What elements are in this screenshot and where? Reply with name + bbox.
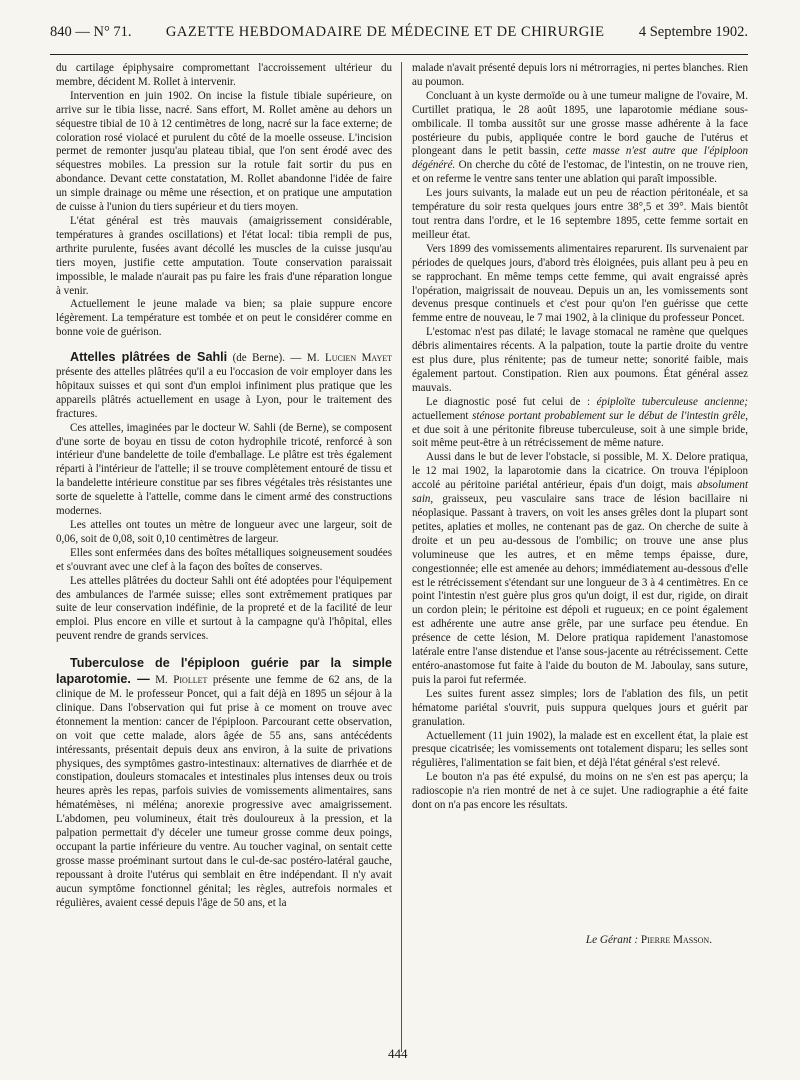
section-city: (de Berne). — — [232, 352, 302, 365]
paragraph-text: présente des attelles plâtrées qu'il a eu l'occasion de voir employer dans les hôpitaux suisses et qui sont d'un emploi infiniment plus pratique que les appareils plâtrés actuellement en usage à Lyon, pour le traitement des fractures. — [56, 366, 392, 420]
paragraph: Ces attelles, imaginées par le docteur W. Sahli (de Berne), se composent d'une sorte de boyau en tissu de coton hydrophile tricoté, renforcé à son intérieur d'une bandelette de toile d'emballage. Le plâtre est très également réparti à l'intérieur de l'attelle; il se trouve complètement entouré de tissu et la bandelette intérieure constitue par ses fibres végétales très résistantes une sorte de squelette à l'attelle, comme dans le ciment armé des constructions modernes. — [56, 421, 392, 518]
paragraph-text: Aussi dans le but de lever l'obstacle, si possible, M. X. Delore pratiqua, le 12 mai 1902, la laparotomie dans la cicatrice. On trouva l'épiploon accolé au péritoine pariétal antérieur, épais d'un doigt, mais — [412, 451, 748, 492]
right-column — [412, 62, 748, 813]
paragraph: Actuellement (11 juin 1902), la malade est en excellent état, la plaie est presque cicatrisée; les vomissements ont totalement disparu; les selles sont régulières, l'alimentation se fait bien, et déjà l'état général s'est relevé. — [412, 729, 748, 770]
left-column — [56, 62, 392, 910]
paragraph: Actuellement le jeune malade va bien; sa plaie suppure encore légèrement. La température est tombée et on peut le considérer comme en bonne voie de guérison. — [56, 298, 392, 339]
section-author: M. Piollet — [155, 674, 208, 687]
paragraph: malade n'avait présenté depuis lors ni métrorragies, ni pertes blanches. Rien au poumon. — [412, 62, 748, 88]
paragraph: Le bouton n'a pas été expulsé, du moins on ne s'en est pas aperçu; la radioscopie n'a rien montré de net à ce sujet. Une radiographie a été faite dont on n'a pas encore les résultats. — [412, 771, 748, 812]
section-tuberculose — [56, 656, 392, 910]
header-page-number: 840 — N° 71. — [50, 24, 132, 40]
section-author: M. Lucien Mayet — [306, 352, 393, 365]
paragraph-text: graisseux, peu vasculaire sans trace de lésion bacillaire ni néoplasique. Passant à travers, on voit les anses grêles dont la plupart sont petites, aplaties et molles, ne contenant pas de gaz. On cherche de suite à droite et un peu au-dessous de l'ombilic; on trouve une anse plus volumineuse que les autres, et en même temps épaisse, dure, congestionnée; elle est amenée au dehors; immédiatement au-dessous d'elle est le rétrécissement s'étendant sur une longueur de 3 à 4 centimètres. En ce point l'intestin n'est guère plus gros qu'un doigt, il est dur, rigide, on dirait un cordon plein; le péritoine est dépoli et rugueux; en ce point également est adhérente une autre anse grêle, par une surface peu étendue. En présence de cette lésion, M. Delore pratiqua rapidement l'anastomose latérale entre l'anse distendue et l'anse sous-jacente au rétrécissement. Cette entéro-anastomose fut faite à l'aide du bouton de M. Jaboulay, sans suture, puis la paroi fut refermée. — [412, 493, 748, 686]
section-heading-paragraph — [56, 350, 392, 422]
paragraph: L'estomac n'est pas dilaté; le lavage stomacal ne ramène que quelques débris alimentaires récents. A la palpation, toute la partie droite du ventre est plus dure, plus rénitente; pas de tumeur nette; sonorité faible, mais également partout. Constipation. Rien aux poumons. État général assez mauvais. — [412, 326, 748, 394]
page-number: 444 — [388, 1046, 408, 1061]
italic-text: épiploïte tuberculeuse ancienne; — [596, 395, 748, 408]
paragraph: Vers 1899 des vomissements alimentaires reparurent. Ils survenaient par périodes de quelques jours, d'abord très éloignées, puis allant peu à peu en se rapprochant. En même temps cette femme, qui avait engraissé après l'opération, maigrissait de nouveau. Depuis un an, les vomissements sont devenus presque continuels et c'est pour qu'on l'en guérisse que cette femme entre de nouveau, le 7 mai 1902, à la clinique du professeur Poncet. — [412, 242, 748, 325]
paragraph — [412, 90, 748, 187]
paragraph — [412, 396, 748, 452]
paragraph: L'état général est très mauvais (amaigrissement considérable, températures à grandes oscillations) et l'état local: tibia rempli de pus, arthrite purulente, fusées avant décollé les muscles de la cuisse jusqu'au tiers moyen, justifie cette amputation. Toute conservation paraissait impossible, le malade n'aurait pas pu faire les frais d'une réparation longue à venir. — [56, 214, 392, 297]
paragraph: du cartilage épiphysaire compromettant l'accroissement ultérieur du membre, décident M. Rollet à intervenir. — [56, 62, 392, 88]
paragraph: Elles sont enfermées dans des boîtes métalliques soigneusement soudées et s'ouvrant avec une clef à la façon des boîtes de conserves. — [56, 546, 392, 573]
paragraph: Les attelles ont toutes un mètre de longueur avec une largeur, soit de 0,06, soit de 0,08, soit 0,10 centimètres de largeur. — [56, 519, 392, 545]
header-date: 4 Septembre 1902. — [638, 24, 748, 40]
paragraph: Les attelles plâtrées du docteur Sahli ont été adoptées pour l'équipement des ambulances de l'armée suisse; elles sont extrêmement pratiques par suite de leur conservation indéfinie, de la propreté et de la facilité de leur emploi. Plus encore en ville et surtout à la campagne qu'à l'hôpital, elles peuvent rendre de grands services. — [56, 574, 392, 643]
column-divider — [401, 62, 402, 1052]
paragraph-text: et due soit à une péritonite fibreuse tuberculeuse, soit à une simple bride, soit même peut-être à un rétrécissement de même nature. — [412, 423, 748, 450]
signature-name: Pierre Masson. — [640, 934, 712, 946]
signature-line — [412, 934, 712, 946]
paragraph-text: Concluant à un kyste dermoïde ou à une tumeur maligne de l'ovaire, M. Curtillet pratiqua, le 28 août 1895, une laparotomie médiane sous-ombilicale. Il tomba aussitôt sur une grosse masse adhérente à la face postérieure du pubis, appliquée contre le bord gauche de l'utérus et plongeant dans le petit bassin, — [412, 89, 748, 158]
paragraph: Les suites furent assez simples; lors de l'ablation des fils, un petit hématome pariétal s'ouvrit, puis suppura quelques jours et guérit par granulation. — [412, 687, 748, 728]
paragraph — [412, 451, 748, 687]
paragraph-text: présente une femme de 62 ans, de la clinique de M. le professeur Poncet, qui a fait déjà en 1895 un séjour à la clinique. Dans l'observation qui fut prise à ce moment on trouve avec étonnement la mention: cancer de l'épiploon. Parcourant cette observation, on voit que cette malade, alors âgée de 55 ans, sans antécédents intéressants, présentait depuis deux ans environ, à la suite de privations physiques, des symptômes gastro-intestinaux: alternatives de diarrhée et de constipation, douleurs stomacales et intestinales plus intenses deux ou trois heures après les repas, parfois suivies de vomissements alimentaires, sans hématémèses, ni méléna; anorexie progressive avec amaigrissement. L'abdomen, peu volumineux, était très douloureux à la pression, et la palpation permettait d'y déceler une tumeur grosse comme deux poings, occupant la partie inférieure du ventre. Au toucher vaginal, on sentait cette grosse masse proéminant surtout dans le cul-de-sac postéro-latéral gauche, repoussant à droite l'utérus qui semblait en être indépendant. Il n'y avait aucun symptôme fonctionnel génital; les règles, autrefois normales et régulières, avaient cessé depuis l'âge de 50 ans, et la — [56, 674, 393, 909]
running-header — [50, 24, 748, 55]
paragraph-text: actuellement — [412, 409, 469, 422]
italic-text: cette masse n'est autre que l'épiploon dégénéré. — [412, 145, 748, 172]
signature-label: Le Gérant : — [585, 934, 639, 946]
paragraph: Intervention en juin 1902. On incise la fistule tibiale supérieure, on arrive sur le tibia lisse, nacré. Sans effort, M. Rollet amène au dehors un séquestre tibial de 10 à 12 centimètres de long, nacré sur la face externe; de coloration rosé violacé et purulent du côté de la moelle osseuse. L'incision permet de remonter jusqu'au plateau tibial, que l'on sent érodé avec des séquestres mobiles. La pression sur la rotule fait sortir du pus en abondance. Devant cette constatation, M. Rollet abandonne l'idée de faire un simple drainage ou même une résection, et on pratique une amputation de cuisse à l'union du tiers supérieur et du tiers moyen. — [56, 89, 392, 214]
journal-title: GAZETTE HEBDOMADAIRE DE MÉDECINE ET DE CHIRURGIE — [165, 24, 605, 40]
section-title: Attelles plâtrées de Sahli — [70, 350, 228, 365]
italic-text: sténose portant probablement sur le début de l'intestin grêle, — [472, 409, 749, 422]
section-sahli — [56, 350, 392, 644]
paragraph: Les jours suivants, la malade eut un peu de réaction péritonéale, et sa température du soir resta quelques jours entre 38°,5 et 39°. Mais bientôt tout rentra dans l'ordre, et le 16 septembre 1895, cette femme sortait en meilleur état. — [412, 187, 748, 241]
italic-text: absolument sain, — [412, 479, 749, 506]
paragraph-text: On cherche du côté de l'estomac, de l'intestin, on ne trouve rien, et on referme le ventre sans tenter une ablation qui paraît impossible. — [412, 159, 748, 186]
section-title: Tuberculose de l'épiploon guérie par la simple laparotomie. — — [56, 656, 392, 687]
section-heading-paragraph — [56, 656, 392, 910]
paragraph-text: Le diagnostic posé fut celui de : — [426, 395, 591, 408]
